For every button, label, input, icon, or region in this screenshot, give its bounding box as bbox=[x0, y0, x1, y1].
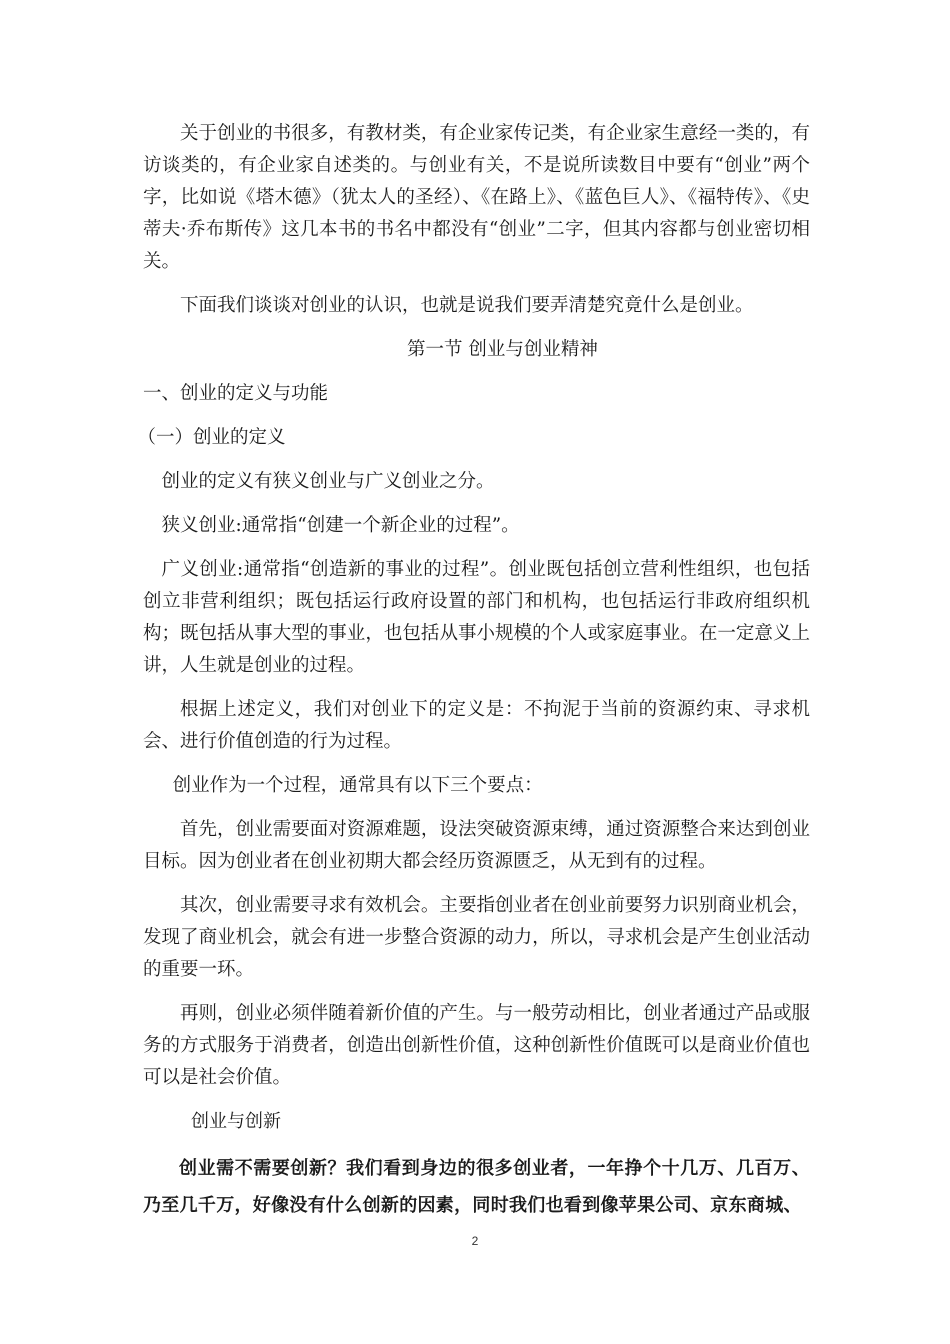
point-3-paragraph: 再则，创业必须伴随着新价值的产生。与一般劳动相比，创业者通过产品或服务的方式服务于消费者，创造出创新性价值，这种创新性价值既可以是商业价值也可以是社会价值。 bbox=[143, 1003, 810, 1088]
innovation-heading: 创业与创新 bbox=[191, 1111, 281, 1132]
page-number: 2 bbox=[471, 1234, 479, 1248]
transition-paragraph: 下面我们谈谈对创业的认识，也就是说我们要弄清楚究竟什么是创业。 bbox=[180, 295, 754, 316]
heading-level-2: （一）创业的定义 bbox=[137, 427, 286, 448]
our-definition-paragraph: 根据上述定义，我们对创业下的定义是：不拘泥于当前的资源约束、寻求机会、进行价值创造的行为过程。 bbox=[143, 699, 810, 752]
heading-level-1: 一、创业的定义与功能 bbox=[143, 383, 329, 404]
point-2-paragraph: 其次，创业需要寻求有效机会。主要指创业者在创业前要努力识别商业机会，发现了商业机会，就会有进一步整合资源的动力，所以，寻求机会是产生创业活动的重要一环。 bbox=[143, 895, 810, 980]
point-1-paragraph: 首先，创业需要面对资源难题，设法突破资源束缚，通过资源整合来达到创业目标。因为创业者在创业初期大都会经历资源匮乏，从无到有的过程。 bbox=[143, 819, 810, 872]
points-intro-paragraph: 创业作为一个过程，通常具有以下三个要点： bbox=[172, 775, 543, 796]
intro-paragraph: 关于创业的书很多，有教材类，有企业家传记类，有企业家生意经一类的，有访谈类的，有企业家自述类的。与创业有关，不是说所读数目中要有“创业”两个字，比如说《塔木德》（犹太人的圣经）、《在路上》、《蓝色巨人》、《福特传》、《史蒂夫·乔布斯传》这几本书的书名中都没有“创业”二字，但其内容都与创业密切相关。 bbox=[143, 123, 810, 272]
section-title: 第一节 创业与创业精神 bbox=[407, 339, 598, 360]
definition-intro-paragraph: 创业的定义有狭义创业与广义创业之分。 bbox=[161, 471, 495, 492]
innovation-paragraph: 创业需不需要创新？我们看到身边的很多创业者，一年挣个十几万、几百万、乃至几千万，好像没有什么创新的因素，同时我们也看到像苹果公司、京东商城、 bbox=[143, 1158, 810, 1216]
document-body bbox=[137, 118, 810, 1236]
broad-definition-paragraph: 广义创业:通常指“创造新的事业的过程”。创业既包括创立营利性组织，也包括创立非营利组织；既包括运行政府设置的部门和机构，也包括运行非政府组织机构；既包括从事大型的事业，也包括从事小规模的个人或家庭事业。在一定意义上讲，人生就是创业的过程。 bbox=[143, 559, 810, 676]
narrow-definition-paragraph: 狭义创业:通常指“创建一个新企业的过程”。 bbox=[161, 515, 520, 536]
